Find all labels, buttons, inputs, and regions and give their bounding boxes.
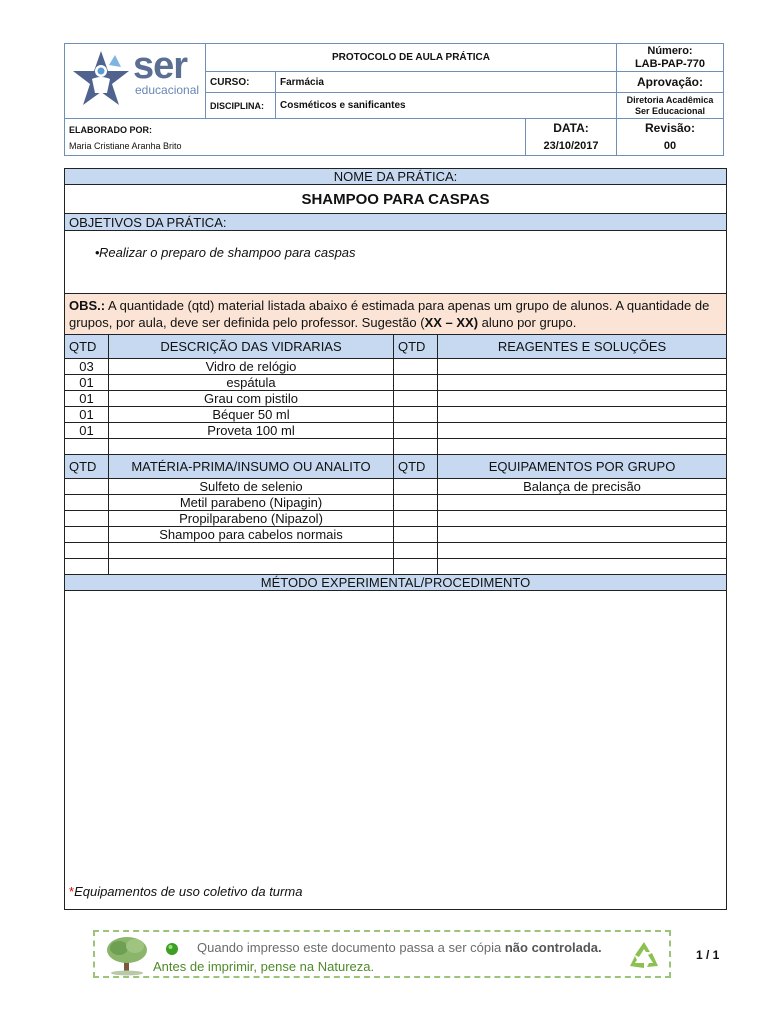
equip-cell <box>438 511 727 527</box>
equip-cell: Balança de precisão <box>438 479 727 495</box>
materia-desc-header: MATÉRIA-PRIMA/INSUMO OU ANALITO <box>109 455 394 479</box>
numero-value: LAB-PAP-770 <box>634 57 706 70</box>
metodo-label: MÉTODO EXPERIMENTAL/PROCEDIMENTO <box>65 575 727 591</box>
metodo-content <box>65 591 727 910</box>
note-star: * <box>69 884 75 899</box>
reag-cell <box>438 359 727 375</box>
objetivos-content <box>65 231 727 294</box>
curso-value: Farmácia <box>276 72 617 93</box>
recycle-icon <box>627 940 661 970</box>
qtd2-cell <box>394 359 438 375</box>
reag-cell <box>438 423 727 439</box>
qtd2-cell <box>394 423 438 439</box>
objetivo-item: • Realizar o preparo de shampoo para caspas <box>69 245 722 260</box>
aprovacao-label: Aprovação: <box>617 72 724 93</box>
desc-cell: Shampoo para cabelos normais <box>109 527 394 543</box>
note-text: Equipamentos de uso coletivo da turma <box>74 884 303 899</box>
desc-cell: Propilparabeno (Nipazol) <box>109 511 394 527</box>
obs-xx: XX – XX) <box>424 315 479 330</box>
table-row <box>65 543 727 559</box>
aprovacao-line1: Diretoria Acadêmica <box>626 94 714 105</box>
desc-cell: Vidro de relógio <box>109 359 394 375</box>
practice-form <box>64 168 727 910</box>
table-row <box>65 479 727 495</box>
desc-cell <box>109 559 394 575</box>
qtd2-cell <box>394 479 438 495</box>
desc-cell: espátula <box>109 375 394 391</box>
materia-qtd-header: QTD <box>65 455 109 479</box>
qtd-cell <box>65 439 109 455</box>
elaborado-value: Maria Cristiane Aranha Brito <box>69 141 182 151</box>
data-label: DATA: <box>553 121 589 135</box>
qtd-cell: 03 <box>65 359 109 375</box>
disciplina-value: Cosméticos e sanificantes <box>276 93 617 119</box>
desc-cell: Béquer 50 ml <box>109 407 394 423</box>
logo <box>65 44 206 119</box>
data-value: 23/10/2017 <box>543 140 599 152</box>
reag-cell <box>438 391 727 407</box>
qtd2-cell <box>394 511 438 527</box>
table-row <box>65 439 727 455</box>
table-row <box>65 391 727 407</box>
reagentes-qtd-header: QTD <box>394 335 438 359</box>
table-row <box>65 407 727 423</box>
desc-cell <box>109 439 394 455</box>
print-notice-line2: Antes de imprimir, pense na Natureza. <box>153 959 375 974</box>
disciplina-label: DISCIPLINA: <box>206 93 276 119</box>
desc-cell: Grau com pistilo <box>109 391 394 407</box>
reag-cell <box>438 407 727 423</box>
objetivos-label: OBJETIVOS DA PRÁTICA: <box>65 214 727 231</box>
table-row <box>65 527 727 543</box>
qtd-cell <box>65 559 109 575</box>
table-row <box>65 423 727 439</box>
revisao-cell <box>617 119 724 156</box>
star-person-logo-icon <box>71 49 131 111</box>
table-row <box>65 359 727 375</box>
table-row <box>65 375 727 391</box>
equip-cell <box>438 559 727 575</box>
nome-pratica-value: SHAMPOO PARA CASPAS <box>65 185 727 214</box>
qtd-cell <box>65 543 109 559</box>
desc-cell: Metil parabeno (Nipagin) <box>109 495 394 511</box>
page-number: 1 / 1 <box>696 948 720 962</box>
equipamentos-header: EQUIPAMENTOS POR GRUPO <box>438 455 727 479</box>
reag-cell <box>438 375 727 391</box>
print-notice-bold: não controlada. <box>504 940 602 955</box>
green-dot-icon <box>165 942 179 956</box>
obs-note <box>65 294 727 335</box>
protocol-title: PROTOCOLO DE AULA PRÁTICA <box>206 44 617 72</box>
reag-cell <box>438 439 727 455</box>
equip-qtd-header: QTD <box>394 455 438 479</box>
qtd2-cell <box>394 407 438 423</box>
qtd-cell <box>65 479 109 495</box>
desc-cell: Proveta 100 ml <box>109 423 394 439</box>
qtd-cell: 01 <box>65 423 109 439</box>
qtd-cell: 01 <box>65 391 109 407</box>
qtd-cell <box>65 511 109 527</box>
qtd2-cell <box>394 559 438 575</box>
qtd2-cell <box>394 543 438 559</box>
numero-label: Número: <box>647 44 693 57</box>
aprovacao-line2: Ser Educacional <box>634 105 706 116</box>
curso-label: CURSO: <box>206 72 276 93</box>
vidrarias-qtd-header: QTD <box>65 335 109 359</box>
revisao-label: Revisão: <box>644 121 696 135</box>
document-header <box>64 43 724 156</box>
qtd2-cell <box>394 439 438 455</box>
qtd2-cell <box>394 527 438 543</box>
table-row <box>65 511 727 527</box>
print-notice-banner <box>93 930 671 978</box>
qtd2-cell <box>394 495 438 511</box>
obs-label: OBS.: <box>69 298 106 313</box>
obs-end: aluno por grupo. <box>478 315 577 330</box>
qtd2-cell <box>394 375 438 391</box>
table-row <box>65 559 727 575</box>
qtd-cell <box>65 527 109 543</box>
revisao-value: 00 <box>663 140 677 152</box>
vidrarias-desc-header: DESCRIÇÃO DAS VIDRARIAS <box>109 335 394 359</box>
nome-pratica-label: NOME DA PRÁTICA: <box>65 169 727 185</box>
reagentes-header: REAGENTES E SOLUÇÕES <box>438 335 727 359</box>
numero-cell <box>617 44 724 72</box>
aprovacao-value <box>617 93 724 119</box>
elaborado-cell <box>65 119 526 156</box>
obs-text: A quantidade (qtd) material listada abaixo é estimada para apenas um grupo de alunos. A quantidade de grupos, por aula, deve ser definida pelo professor. Sugestão ( <box>69 298 710 330</box>
elaborado-label: ELABORADO POR: <box>69 125 152 135</box>
table-row <box>65 495 727 511</box>
print-notice-line1 <box>197 940 602 955</box>
coletivo-note <box>69 884 302 899</box>
logo-subtitle: educacional <box>135 83 200 97</box>
qtd2-cell <box>394 391 438 407</box>
qtd-cell <box>65 495 109 511</box>
equip-cell <box>438 543 727 559</box>
qtd-cell: 01 <box>65 375 109 391</box>
equip-cell <box>438 495 727 511</box>
print-notice-text: Quando impresso este documento passa a ser cópia <box>197 940 505 955</box>
desc-cell: Sulfeto de selenio <box>109 479 394 495</box>
equip-cell <box>438 527 727 543</box>
desc-cell <box>109 543 394 559</box>
qtd-cell: 01 <box>65 407 109 423</box>
logo-wordmark: ser <box>133 45 188 87</box>
data-cell <box>526 119 617 156</box>
tree-icon <box>101 934 153 976</box>
